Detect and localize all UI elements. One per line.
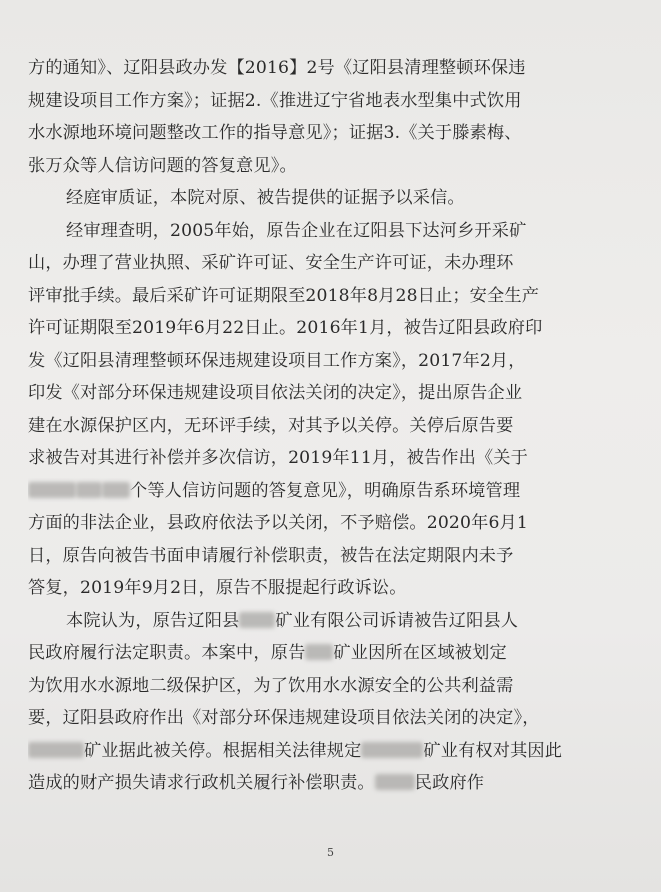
- text-fragment: 矿业有限公司诉请被告辽阳县人: [275, 610, 519, 631]
- text-line: 规建设项目工作方案》；证据2.《推进辽宁省地表水型集中式饮用: [28, 90, 522, 111]
- text-line: 答复，2019年9月2日，原告不服提起行政诉讼。: [28, 578, 407, 598]
- text-fragment: 民政府履行法定职责。本案中，原告: [28, 643, 306, 663]
- redacted-text: [28, 482, 76, 498]
- text-fragment: 造成的财产损失请求行政机关履行补偿职责。: [28, 773, 375, 793]
- redacted-text: [102, 482, 130, 498]
- text-fragment: 矿业有权对其因此: [423, 740, 563, 761]
- text-line: 经庭审质证，本院对原、被告提供的证据予以采信。: [66, 188, 465, 208]
- page-number: 5: [327, 846, 334, 859]
- text-fragment: 矿业据此被关停。根据相关法律规定: [84, 740, 362, 761]
- text-line: [28, 605, 613, 638]
- text-line: 张万众等人信访问题的答复意见》。: [28, 155, 297, 176]
- text-line: 方的通知》、辽阳县政办发【2016】2号《辽阳县清理整顿环保违: [28, 58, 526, 78]
- redacted-text: [305, 644, 333, 660]
- text-line: 要，辽阳县政府作出《对部分环保违规建设项目依法关闭的决定》，: [28, 708, 540, 728]
- text-line: 印发《对部分环保违规建设项目依法关闭的决定》，提出原告企业: [28, 383, 523, 403]
- redacted-text: [375, 774, 415, 790]
- text-line: [28, 475, 613, 508]
- text-fragment: 民政府作: [414, 773, 485, 793]
- text-line: 为饮用水水源地二级保护区，为了饮用水水源安全的公共利益需: [28, 675, 514, 696]
- redacted-text: [76, 482, 102, 498]
- text-fragment: 矿业因所在区域被划定: [333, 643, 507, 663]
- text-line: 方面的非法企业，县政府依法予以关闭，不予赔偿。2020年6月1: [28, 513, 528, 533]
- redacted-text: [28, 742, 84, 758]
- text-fragment: 本院认为，原告辽阳县: [66, 610, 240, 631]
- text-line: 日，原告向被告书面申请履行补偿职责，被告在法定期限内未予: [28, 545, 514, 566]
- text-line: 求被告对其进行补偿并多次信访，2019年11月，被告作出《关于: [28, 448, 528, 468]
- text-line: 山，办理了营业执照、采矿许可证、安全生产许可证，未办理环: [28, 253, 514, 273]
- text-fragment: 个等人信访问题的答复意见》，明确原告系环境管理: [130, 480, 521, 501]
- text-line: [28, 735, 613, 768]
- text-line: 建在水源保护区内，无环评手续，对其予以关停。关停后原告要: [28, 415, 514, 436]
- text-line: 发《辽阳县清理整顿环保违规建设项目工作方案》，2017年2月，: [28, 350, 526, 371]
- document-body: [28, 52, 613, 800]
- text-line: 经审理查明，2005年始，原告企业在辽阳县下达河乡开采矿: [66, 220, 527, 241]
- text-line: 水水源地环境问题整改工作的指导意见》；证据3.《关于滕素梅、: [28, 123, 522, 143]
- redacted-text: [361, 742, 423, 758]
- text-line: 许可证期限至2019年6月22日止。2016年1月，被告辽阳县政府印: [28, 318, 543, 338]
- text-line: [28, 637, 613, 670]
- redacted-text: [239, 612, 275, 628]
- text-line: [28, 767, 613, 800]
- text-line: 评审批手续。最后采矿许可证期限至2018年8月28日止；安全生产: [28, 285, 540, 306]
